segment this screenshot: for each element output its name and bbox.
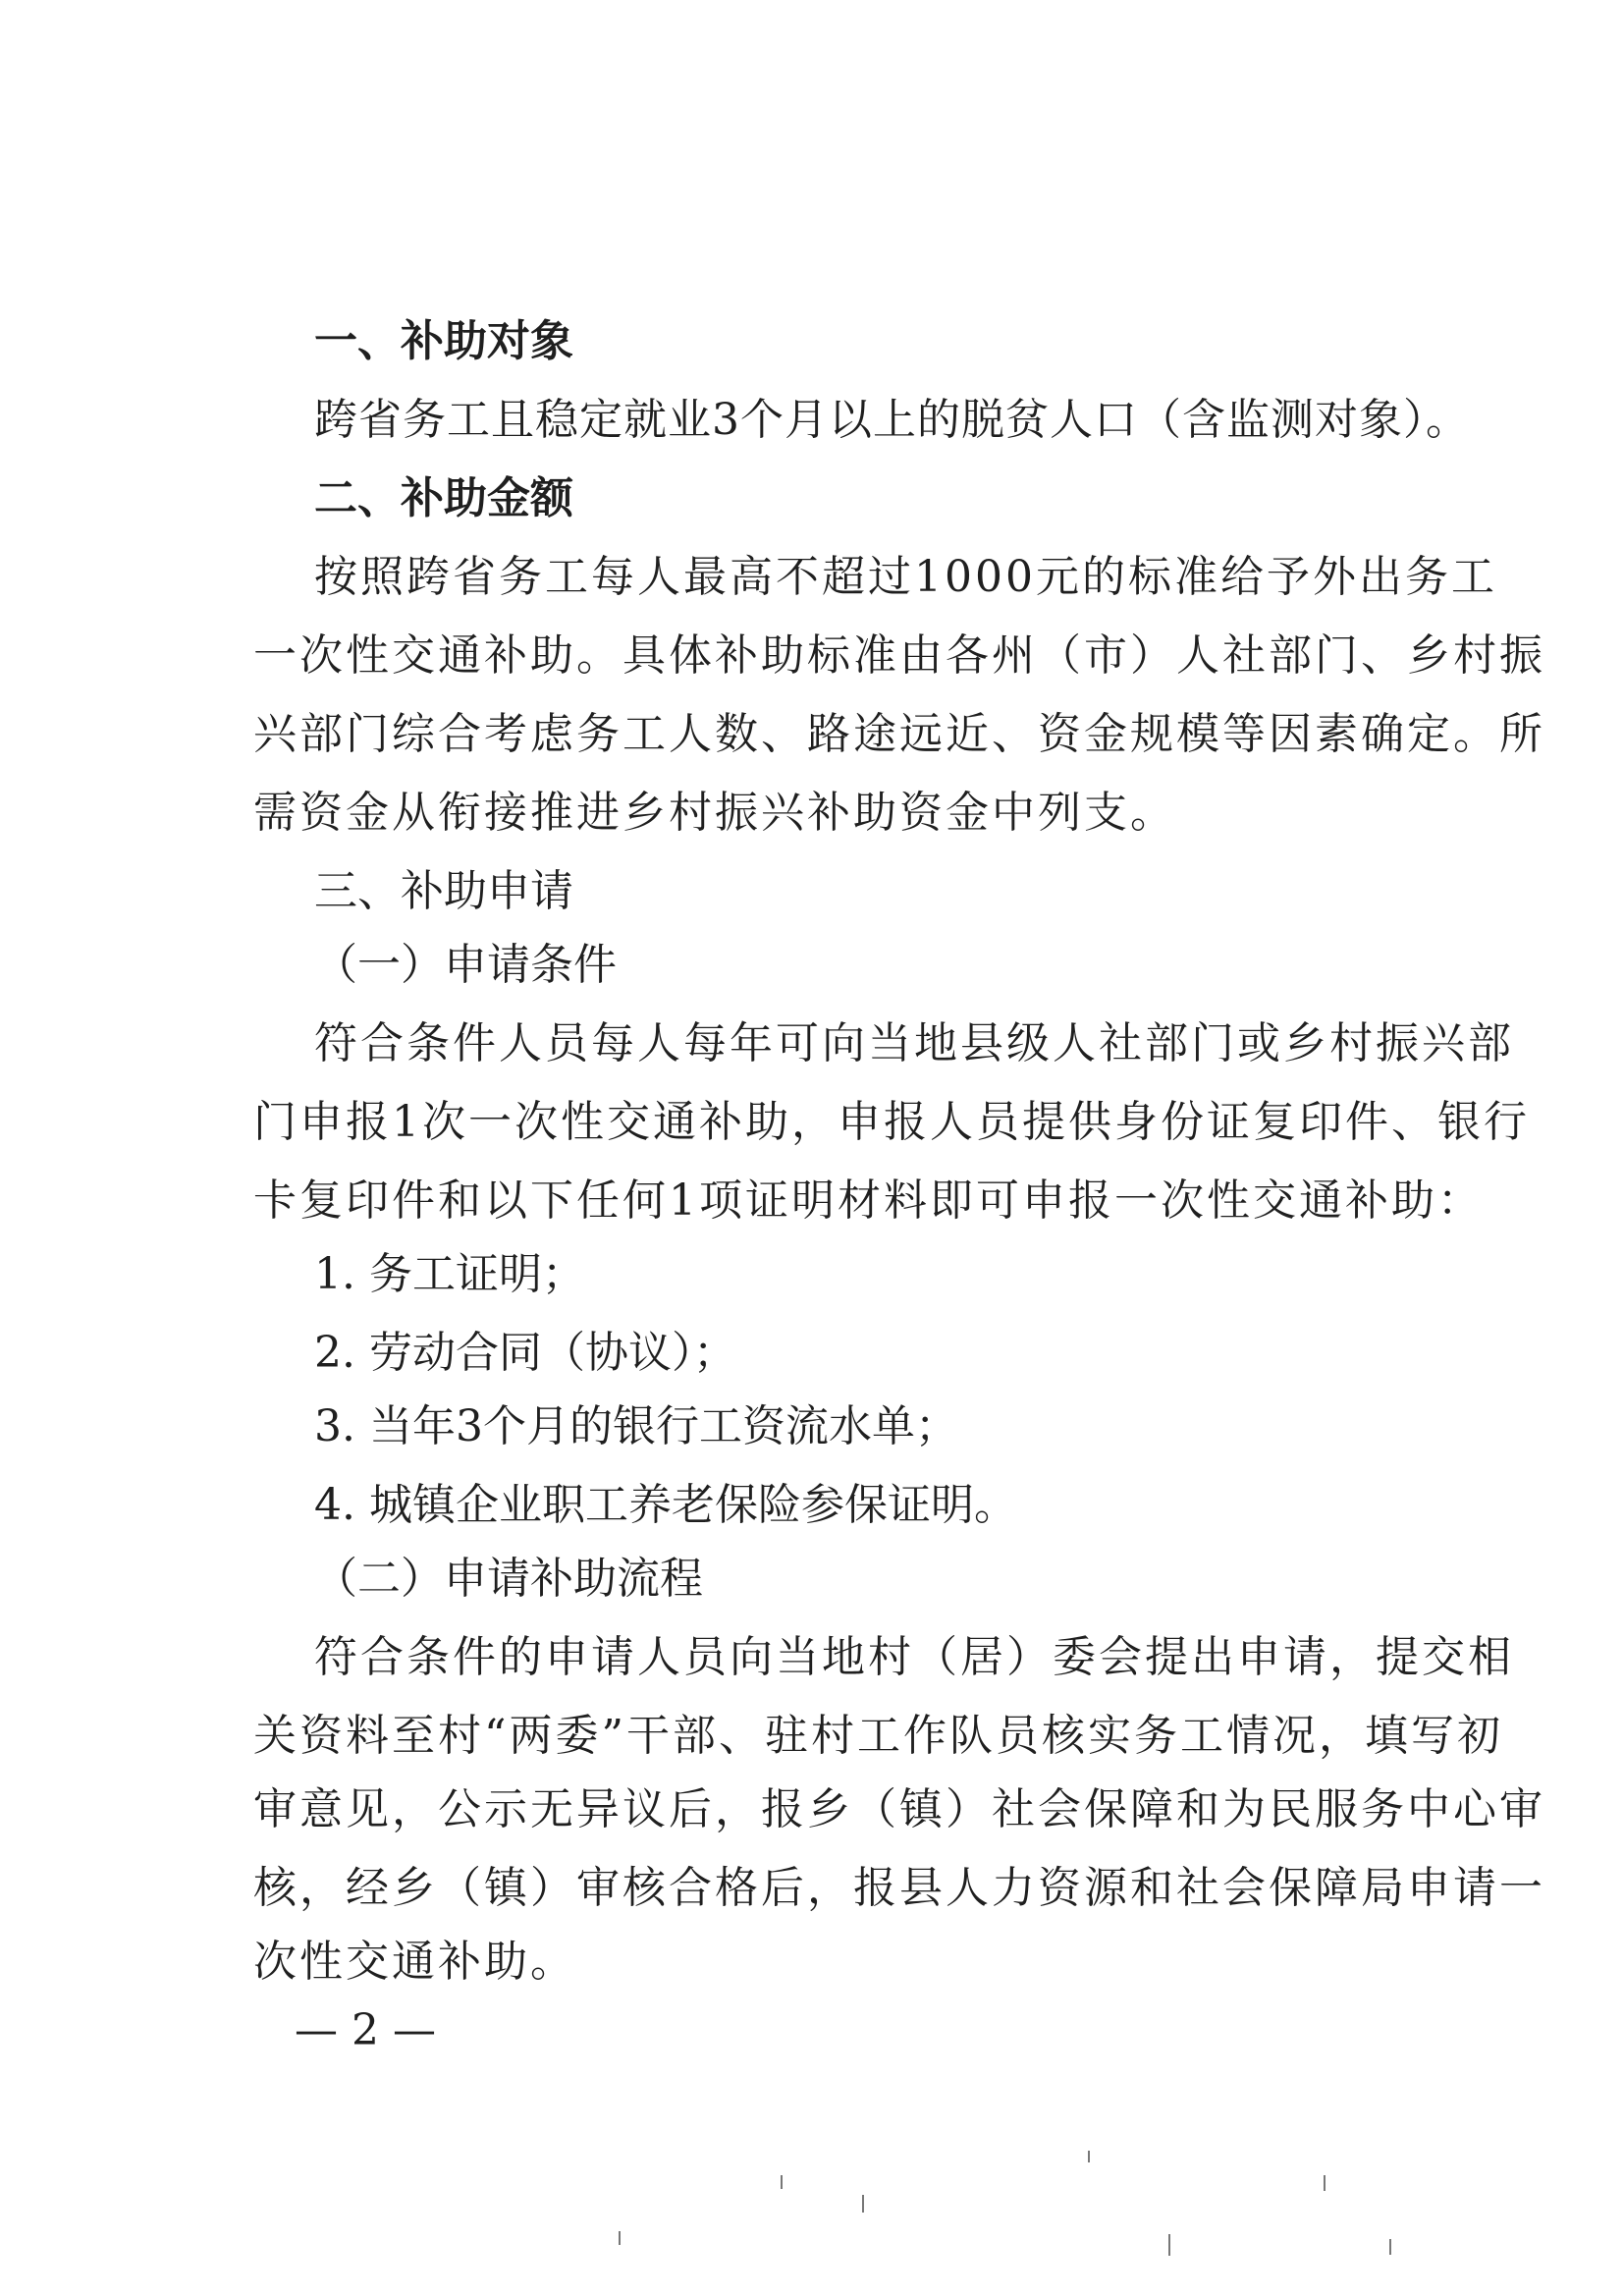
- section-heading-subsidy-target: 一、补助对象: [314, 316, 573, 366]
- scan-speck: [1088, 2151, 1090, 2162]
- paragraph-line: 符合条件人员每人每年可向当地县级人社部门或乡村振兴部: [314, 1018, 1514, 1068]
- paragraph-line: 跨省务工且稳定就业3个月以上的脱贫人口（含监测对象）。: [314, 395, 1470, 445]
- list-item: 4. 城镇企业职工养老保险参保证明。: [314, 1480, 1017, 1530]
- paragraph-line: 按照跨省务工每人最高不超过1000元的标准给予外出务工: [314, 552, 1497, 602]
- scan-speck: [1168, 2234, 1170, 2256]
- scan-speck: [1389, 2239, 1391, 2255]
- section-heading-subsidy-amount: 二、补助金额: [314, 473, 573, 523]
- section-heading-subsidy-application: 三、补助申请: [314, 866, 573, 916]
- paragraph-line: 符合条件的申请人员向当地村（居）委会提出申请，提交相: [314, 1632, 1514, 1682]
- page-number: — 2 —: [295, 2005, 436, 2055]
- list-item: 3. 当年3个月的银行工资流水单；: [314, 1401, 958, 1451]
- paragraph-line: 门申报1次一次性交通补助，申报人员提供身份证复印件、银行: [253, 1097, 1530, 1147]
- list-item: 2. 劳动合同（协议）；: [314, 1328, 736, 1378]
- paragraph-line: 卡复印件和以下任何1项证明材料即可申报一次性交通补助：: [253, 1175, 1484, 1226]
- paragraph-line: 审意见，公示无异议后，报乡（镇）社会保障和为民服务中心审: [253, 1784, 1545, 1834]
- list-item: 1. 务工证明；: [314, 1249, 585, 1299]
- subsection-heading-process: （二）申请补助流程: [314, 1554, 703, 1604]
- paragraph-line: 一次性交通补助。具体补助标准由各州（市）人社部门、乡村振: [253, 630, 1545, 681]
- scan-speck: [619, 2231, 621, 2245]
- paragraph-line: 兴部门综合考虑务工人数、路途远近、资金规模等因素确定。所: [253, 709, 1545, 759]
- paragraph-line: 核，经乡（镇）审核合格后，报县人力资源和社会保障局申请一: [253, 1863, 1545, 1913]
- subsection-heading-conditions: （一）申请条件: [314, 940, 617, 990]
- scan-speck: [862, 2195, 864, 2213]
- paragraph-line: 关资料至村“两委”干部、驻村工作队员核实务工情况，填写初: [253, 1711, 1503, 1761]
- paragraph-line: 需资金从衔接推进乡村振兴补助资金中列支。: [253, 788, 1176, 838]
- scan-speck: [1324, 2175, 1325, 2191]
- paragraph-line: 次性交通补助。: [253, 1937, 576, 1987]
- scan-speck: [781, 2175, 783, 2189]
